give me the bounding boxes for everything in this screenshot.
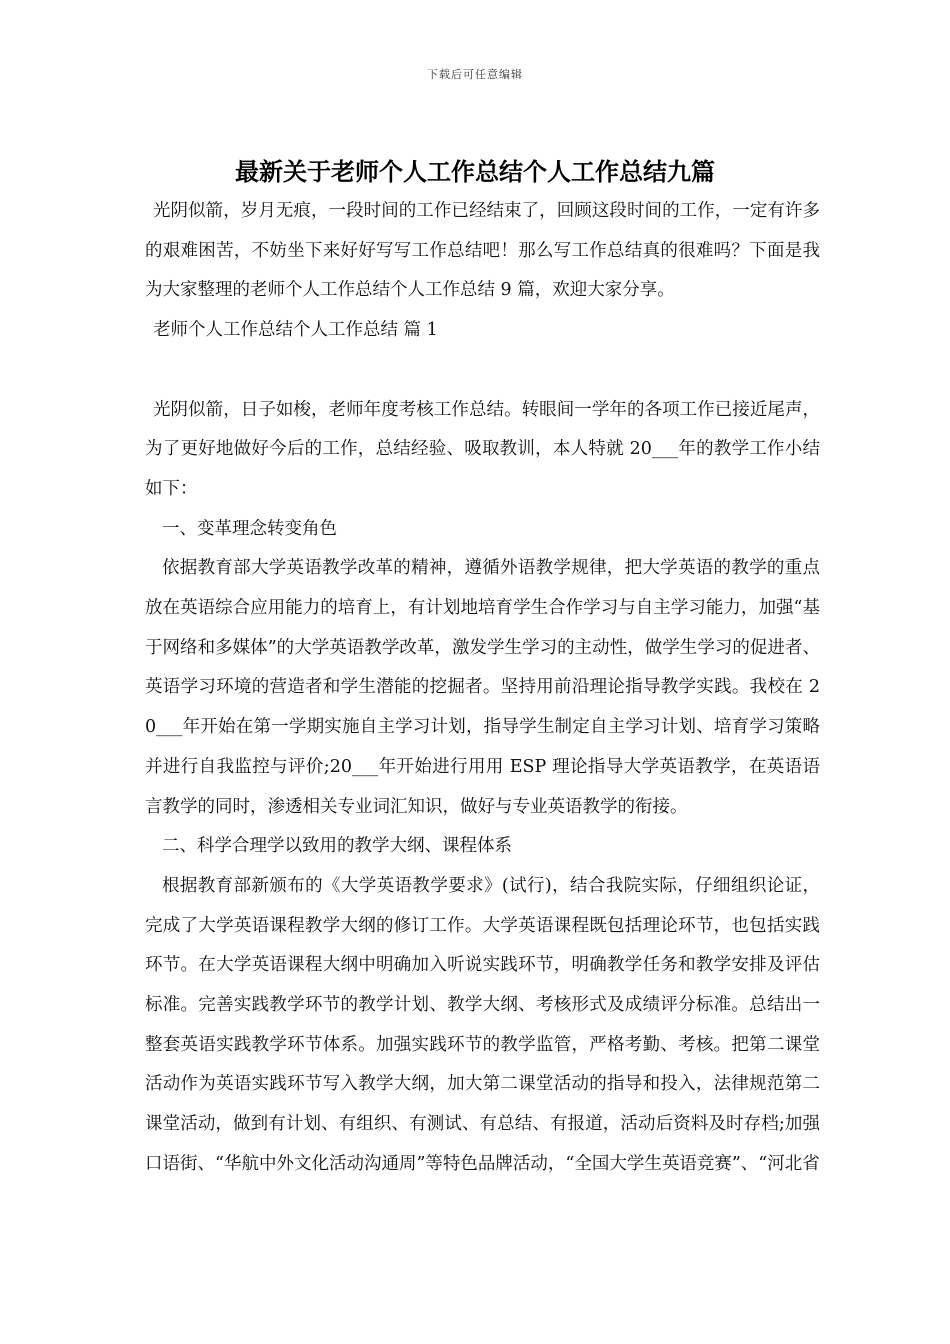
document-body	[145, 192, 820, 1185]
subheading-2: 二、科学合理学以致用的教学大纲、课程体系	[162, 836, 512, 857]
section-heading: 老师个人工作总结个人工作总结 篇 1	[153, 320, 438, 341]
paragraph-2: 根据教育部新颁布的《大学英语教学要求》(试行)，结合我院实际，仔细组织论证，完成了大学英语课程教学大纲的修订工作。大学英语课程既包括理论环节，也包括实践环节。在大学英语课程大纲中明确加入听说实践环节，明确教学任务和教学安排及评估标准。完善实践教学环节的教学计划、教学大纲、考核形式及成绩评分标准。总结出一整套英语实践教学环节体系。加强实践环节的教学监管，严格考勤、考核。把第二课堂活动作为英语实践环节写入教学大纲，加大第二课堂活动的指导和投入，法律规范第二课堂活动，做到有计划、有组织、有测试、有总结、有报道，活动后资料及时存档;加强口语街、“华航中外文化活动沟通周”等特色品牌活动，“全国大学生英语竞赛”、“河北省	[145, 875, 820, 1174]
document-title: 最新关于老师个人工作总结个人工作总结九篇	[235, 157, 715, 186]
paragraph-1: 依据教育部大学英语教学改革的精神，遵循外语教学规律，把大学英语的教学的重点放在英语综合应用能力的培育上，有计划地培育学生合作学习与自主学习能力，加强“基于网络和多媒体”的大学英语教学改革，激发学生学习的主动性，做学生学习的促进者、英语学习环境的营造者和学生潜能的挖掘者。坚持用前沿理论指导教学实践。我校在 20___年开始在第一学期实施自主学习计划，指导学生制定自主学习计划、培育学习策略并进行自我监控与评价;20___年开始进行用用 ESP 理论指导大学英语教学，在英语语言教学的同时，渗透相关专业词汇知识，做好与专业英语教学的衔接。	[145, 558, 820, 817]
subheading-1: 一、变革理念转变角色	[162, 518, 337, 539]
blank-line	[145, 351, 820, 391]
header-note: 下载后可任意编辑	[427, 68, 523, 81]
intro-paragraph: 光阴似箭，岁月无痕，一段时间的工作已经结束了，回顾这段时间的工作，一定有许多的艰难困苦，不妨坐下来好好写写工作总结吧！那么写工作总结真的很难吗？下面是我为大家整理的老师个人工作总结个人工作总结 9 篇，欢迎大家分享。	[145, 201, 820, 301]
opening-paragraph: 光阴似箭，日子如梭，老师年度考核工作总结。转眼间一学年的各项工作已接近尾声，为了更好地做好今后的工作，总结经验、吸取教训，本人特就 20___年的教学工作小结如下：	[145, 399, 820, 499]
